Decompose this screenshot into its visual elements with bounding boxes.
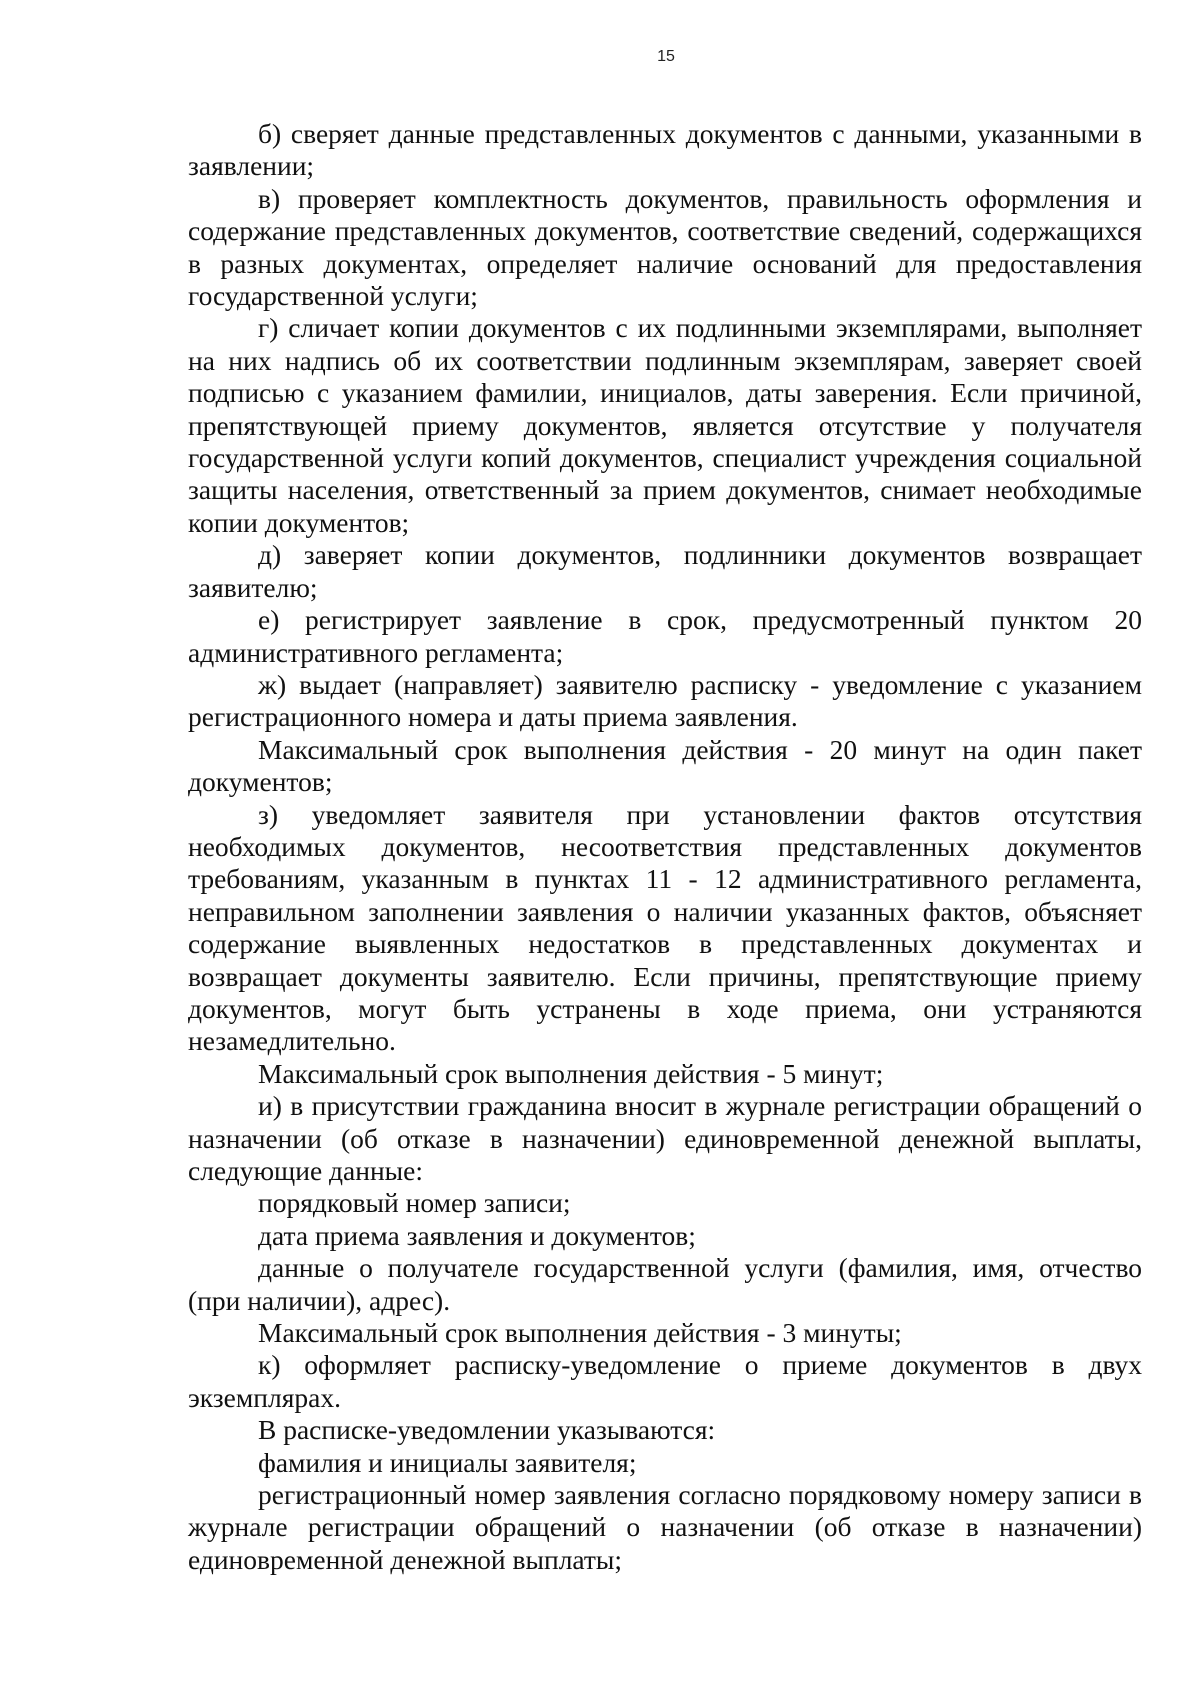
paragraph-b: б) сверяет данные представленных документов с данными, указанными в заявлении; xyxy=(188,118,1142,182)
paragraph-max-time-5: Максимальный срок выполнения действия - 5 минут; xyxy=(258,1057,884,1089)
paragraph-d: д) заверяет копии документов, подлинники документов возвращает заявителю; xyxy=(188,539,1142,603)
list-item-record-number: порядковый номер записи; xyxy=(258,1187,571,1219)
list-item-date: дата приема заявления и документов; xyxy=(258,1219,696,1251)
list-item-recipient-data: данные о получателе государственной услуги (фамилия, имя, отчество (при наличии), адрес). xyxy=(188,1252,1142,1316)
paragraph-receipt-contents: В расписке-уведомлении указываются: xyxy=(258,1414,716,1446)
paragraph-e: е) регистрирует заявление в срок, предусмотренный пунктом 20 административного регламента; xyxy=(188,604,1142,668)
document-body xyxy=(188,118,1142,1576)
paragraph-zh: ж) выдает (направляет) заявителю расписку - уведомление с указанием регистрационного номера и даты приема заявления. xyxy=(188,668,1142,733)
paragraph-k: к) оформляет расписку-уведомление о приеме документов в двух экземплярах. xyxy=(188,1349,1142,1413)
paragraph-z: з) уведомляет заявителя при установлении фактов отсутствия необходимых документов, несоответствия представленных документов требованиям, указанным в пунктах 11 - 12 административного регламента, неправильном заполнении заявления о наличии указанных фактов, объясняет содержание выявленных недостатков в представленных документах и возвращает документы заявителю. Если причины, препятствующие приему документов, могут быть устранены в ходе приема, они устраняются незамедлительно. xyxy=(188,798,1142,1057)
list-item-applicant-name: фамилия и инициалы заявителя; xyxy=(258,1446,637,1478)
paragraph-g: г) сличает копии документов с их подлинными экземплярами, выполняет на них надпись об их соответствии подлинным экземплярам, заверяет своей подписью с указанием фамилии, инициалов, даты заверения. Если причиной, препятствующей приему документов, является отсутствие у получателя государственной услуги копий документов, специалист учреждения социальной защиты населения, ответственный за прием документов, снимает необходимые копии документов; xyxy=(188,312,1142,538)
paragraph-i: и) в присутствии гражданина вносит в журнале регистрации обращений о назначении (об отказе в назначении) единовременной денежной выплаты, следующие данные: xyxy=(188,1090,1142,1186)
paragraph-max-time-20: Максимальный срок выполнения действия - 20 минут на один пакет документов; xyxy=(188,733,1142,798)
page-number: 15 xyxy=(657,48,675,65)
paragraph-max-time-3: Максимальный срок выполнения действия - 3 минуты; xyxy=(258,1317,902,1349)
list-item-registration-number: регистрационный номер заявления согласно порядковому номеру записи в журнале регистрации обращений о назначении (об отказе в назначении) единовременной денежной выплаты; xyxy=(188,1479,1142,1575)
paragraph-v: в) проверяет комплектность документов, правильность оформления и содержание представленных документов, соответствие сведений, содержащихся в разных документах, определяет наличие оснований для предоставления государственной услуги; xyxy=(188,182,1142,312)
